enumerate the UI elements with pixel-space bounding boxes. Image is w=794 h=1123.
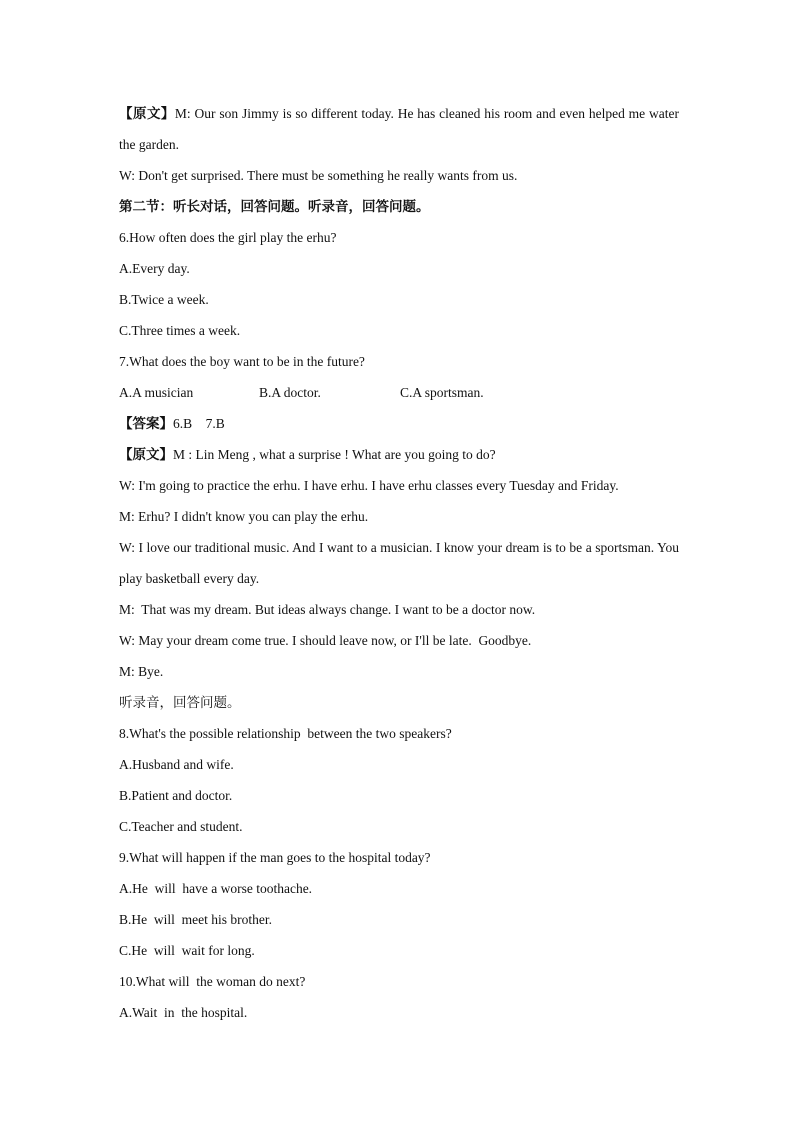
question-6-option-b: B.Twice a week. [119,292,209,307]
question-9-option-b: B.He will meet his brother. [119,912,272,927]
question-6-option-c: C.Three times a week. [119,323,241,338]
question-6: 6.How often does the girl play the erhu? [119,230,337,245]
question-7-option-c: C.A sportsman. [400,385,484,400]
transcript-2-line-2: W: I'm going to practice the erhu. I have erhu. I have erhu classes every Tuesday and Friday. [119,478,619,493]
answer-text: 6.B 7.B [173,416,225,431]
question-7-option-a: A.A musician [119,385,194,400]
question-8-option-b: B.Patient and doctor. [119,788,233,803]
transcript-1-text: M: Our son Jimmy is so different today. He has cleaned his room and even helped me water the garden. [119,106,680,152]
transcript-2-line-4: W: I love our traditional music. And I want to a musician. I know your dream is to be a sportsman. You play basketball every day. [119,540,679,586]
transcript-2-line-7: M: Bye. [119,664,164,679]
question-7: 7.What does the boy want to be in the future? [119,354,365,369]
transcript-2-line-6: W: May your dream come true. I should leave now, or I'll be late. Goodbye. [119,633,532,648]
transcript-1 [119,98,679,160]
question-7-option-b: B.A doctor. [259,385,321,400]
answer-tag: 【答案】 [119,416,173,431]
question-7-options [119,377,679,408]
transcript-2-line-1-text: M : Lin Meng , what a surprise ! What are you going to do? [173,447,496,462]
question-9-option-c: C.He will wait for long. [119,943,255,958]
question-9: 9.What will happen if the man goes to the hospital today? [119,850,431,865]
answer-line [119,408,679,439]
question-8-option-c: C.Teacher and student. [119,819,243,834]
transcript-2-line-5: M: That was my dream. But ideas always change. I want to be a doctor now. [119,602,536,617]
section-2-heading: 第二节：听长对话，回答问题。听录音，回答问题。 [119,199,430,214]
question-8: 8.What's the possible relationship between the two speakers? [119,726,452,741]
transcript-2-line-3: M: Erhu? I didn't know you can play the erhu. [119,509,369,524]
document-page [119,98,679,1028]
question-10: 10.What will the woman do next? [119,974,306,989]
listen-heading: 听录音，回答问题。 [119,695,241,710]
transcript-2-tag: 【原文】 [119,447,173,462]
transcript-tag: 【原文】 [119,106,175,121]
transcript-1-reply: W: Don't get surprised. There must be something he really wants from us. [119,168,518,183]
question-9-option-a: A.He will have a worse toothache. [119,881,313,896]
question-6-option-a: A.Every day. [119,261,190,276]
question-10-option-a: A.Wait in the hospital. [119,1005,248,1020]
transcript-2-line-1 [119,439,679,470]
question-8-option-a: A.Husband and wife. [119,757,234,772]
